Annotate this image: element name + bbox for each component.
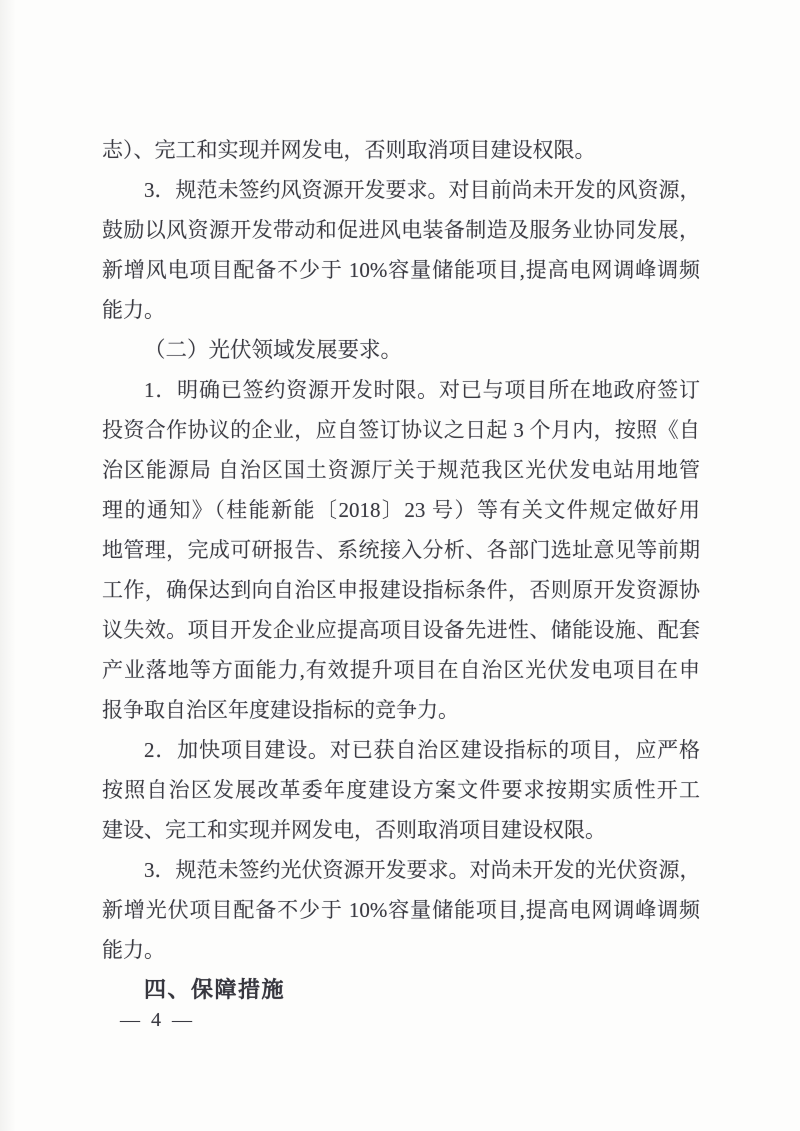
page-number: — 4 — [120, 1009, 195, 1031]
text-line: 能力。 [102, 298, 165, 322]
text-line: 新增风电项目配备不少于 10%容量储能项目,提高电网调峰调频 [102, 258, 700, 282]
text-line: 能力。 [102, 938, 165, 962]
text-line: 治区能源局 自治区国土资源厅关于规范我区光伏发电站用地管 [102, 458, 700, 482]
paragraph-pv-item-3 [102, 850, 700, 970]
document-body [102, 130, 700, 1010]
text-line: 1．明确已签约资源开发时限。对已与项目所在地政府签订 [144, 378, 700, 402]
subsection-heading-pv [102, 330, 700, 370]
text-line: 议失效。项目开发企业应提高项目设备先进性、储能设施、配套 [102, 618, 700, 642]
text-line: 报争取自治区年度建设指标的竞争力。 [102, 698, 459, 722]
text-line: 2．加快项目建设。对已获自治区建设指标的项目，应严格 [144, 738, 700, 762]
text-line: 新增光伏项目配备不少于 10%容量储能项目,提高电网调峰调频 [102, 898, 700, 922]
text-line: 理的通知》（桂能新能〔2018〕23 号）等有关文件规定做好用 [102, 498, 700, 522]
scan-edge-shadow [0, 0, 16, 1131]
text-line: 建设、完工和实现并网发电，否则取消项目建设权限。 [102, 818, 606, 842]
text-line: 投资合作协议的企业，应自签订协议之日起 3 个月内，按照《自 [102, 418, 700, 442]
text-line: 3．规范未签约光伏资源开发要求。对尚未开发的光伏资源， [144, 858, 701, 882]
text-line: 产业落地等方面能力,有效提升项目在自治区光伏发电项目在申 [102, 658, 700, 682]
text-line: 工作，确保达到向自治区申报建设指标条件，否则原开发资源协 [102, 578, 700, 602]
paragraph-pv-item-2 [102, 730, 700, 850]
paragraph-wind-item-3 [102, 170, 700, 330]
text-line: 志）、完工和实现并网发电，否则取消项目建设权限。 [102, 138, 596, 162]
section-heading-line: 四、保障措施 [144, 977, 286, 1002]
text-line: 按照自治区发展改革委年度建设方案文件要求按期实质性开工 [102, 778, 700, 802]
paragraph-continuation [102, 130, 700, 170]
text-line: 地管理，完成可研报告、系统接入分析、各部门选址意见等前期 [102, 538, 700, 562]
paragraph-pv-item-1 [102, 370, 700, 730]
text-line: 鼓励以风资源开发带动和促进风电装备制造及服务业协同发展， [102, 218, 700, 242]
subsection-heading-line: （二）光伏领域发展要求。 [144, 338, 403, 362]
text-line: 3．规范未签约风资源开发要求。对目前尚未开发的风资源， [144, 178, 701, 202]
